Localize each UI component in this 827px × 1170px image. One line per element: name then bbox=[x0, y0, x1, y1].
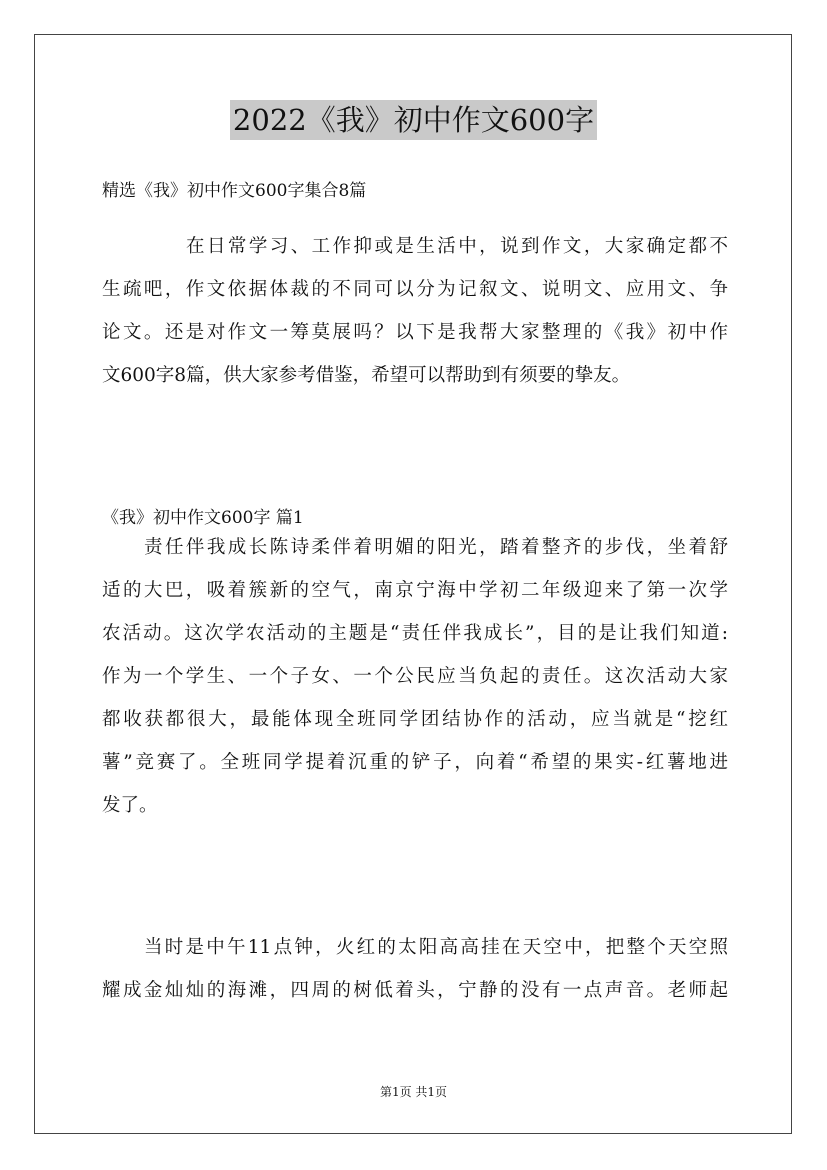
paragraph-1 bbox=[102, 526, 728, 827]
paragraph-line: 农活动。这次学农活动的主题是“责任伴我成长”，目的是让我们知道: bbox=[102, 623, 728, 644]
paragraph-line: 责任伴我成长陈诗柔伴着明媚的阳光，踏着整齐的步伐，坐着舒 bbox=[144, 537, 728, 558]
section-heading: 《我》初中作文600字 篇1 bbox=[102, 508, 304, 528]
page-footer: 第1页 共1页 bbox=[379, 1085, 448, 1099]
intro-paragraph bbox=[102, 225, 728, 397]
paragraph-line: 适的大巴，吸着簇新的空气，南京宁海中学初二年级迎来了第一次学 bbox=[102, 580, 728, 601]
intro-line: 在日常学习、工作抑或是生活中，说到作文，大家确定都不 bbox=[186, 236, 728, 257]
intro-line: 生疏吧，作文依据体裁的不同可以分为记叙文、说明文、应用文、争 bbox=[102, 279, 728, 300]
intro-line: 文600字8篇，供大家参考借鉴，希望可以帮助到有须要的挚友。 bbox=[102, 365, 631, 386]
paragraph-line: 薯”竞赛了。全班同学提着沉重的铲子，向着“希望的果实-红薯地进 bbox=[102, 752, 728, 773]
paragraph-line: 耀成金灿灿的海滩，四周的树低着头，宁静的没有一点声音。老师起 bbox=[102, 980, 728, 1001]
paragraph-line: 发了。 bbox=[102, 795, 158, 816]
intro-line: 论文。还是对作文一筹莫展吗？以下是我帮大家整理的《我》初中作 bbox=[102, 322, 728, 343]
paragraph-line: 当时是中午11点钟，火红的太阳高高挂在天空中，把整个天空照 bbox=[144, 937, 728, 958]
paragraph-line: 都收获都很大，最能体现全班同学团结协作的活动，应当就是“挖红 bbox=[102, 709, 728, 730]
document-subtitle: 精选《我》初中作文600字集合8篇 bbox=[102, 181, 367, 201]
document-title: 2022《我》初中作文600字 bbox=[230, 100, 597, 140]
paragraph-line: 作为一个学生、一个子女、一个公民应当负起的责任。这次活动大家 bbox=[102, 666, 728, 687]
title-container bbox=[0, 100, 827, 140]
paragraph-2 bbox=[102, 926, 728, 1012]
